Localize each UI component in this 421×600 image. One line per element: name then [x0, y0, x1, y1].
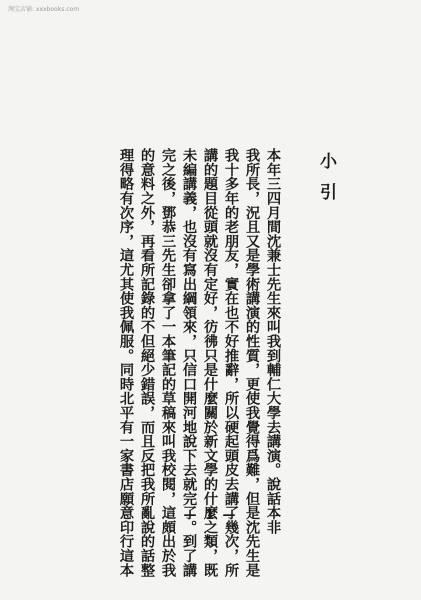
text-column-7: 的意料之外，再看所記錄的不但絕少錯誤，而且反把我所亂說的話整	[139, 148, 155, 577]
text-column-2: 我所長，況且又是學術講演的性質，更使我覺得爲難，但是沈先生是	[244, 148, 260, 577]
text-column-3: 我十多年的老朋友，實在也不好推辭，所以硬起頭皮去講了幾次，所	[223, 148, 239, 577]
page-number: — 1 —	[183, 508, 238, 523]
text-column-5: 未編講義，也沒有寫出綱領來，只信口開河地說下去就完了。到了講	[181, 148, 197, 577]
watermark-text: 淘宝店铺: xxxbooks.com	[8, 6, 80, 13]
page-title: 小引	[316, 152, 336, 214]
text-column-1: 本年三四月間沈兼士先生來叫我到輔仁大學去講演。說話本非	[265, 148, 281, 535]
text-column-6: 完之後，鄧恭三先生卻拿了一本筆記的草稿來叫我校閱，這頗出於我	[160, 148, 176, 577]
text-column-4: 講的題目從頭就沒有定好，彷彿只是什麼關於新文學的什麼之類，既	[202, 148, 218, 577]
text-column-8: 理得略有次序，這尤其使我佩服。同時北平有一家書店願意印行這本	[118, 148, 134, 577]
